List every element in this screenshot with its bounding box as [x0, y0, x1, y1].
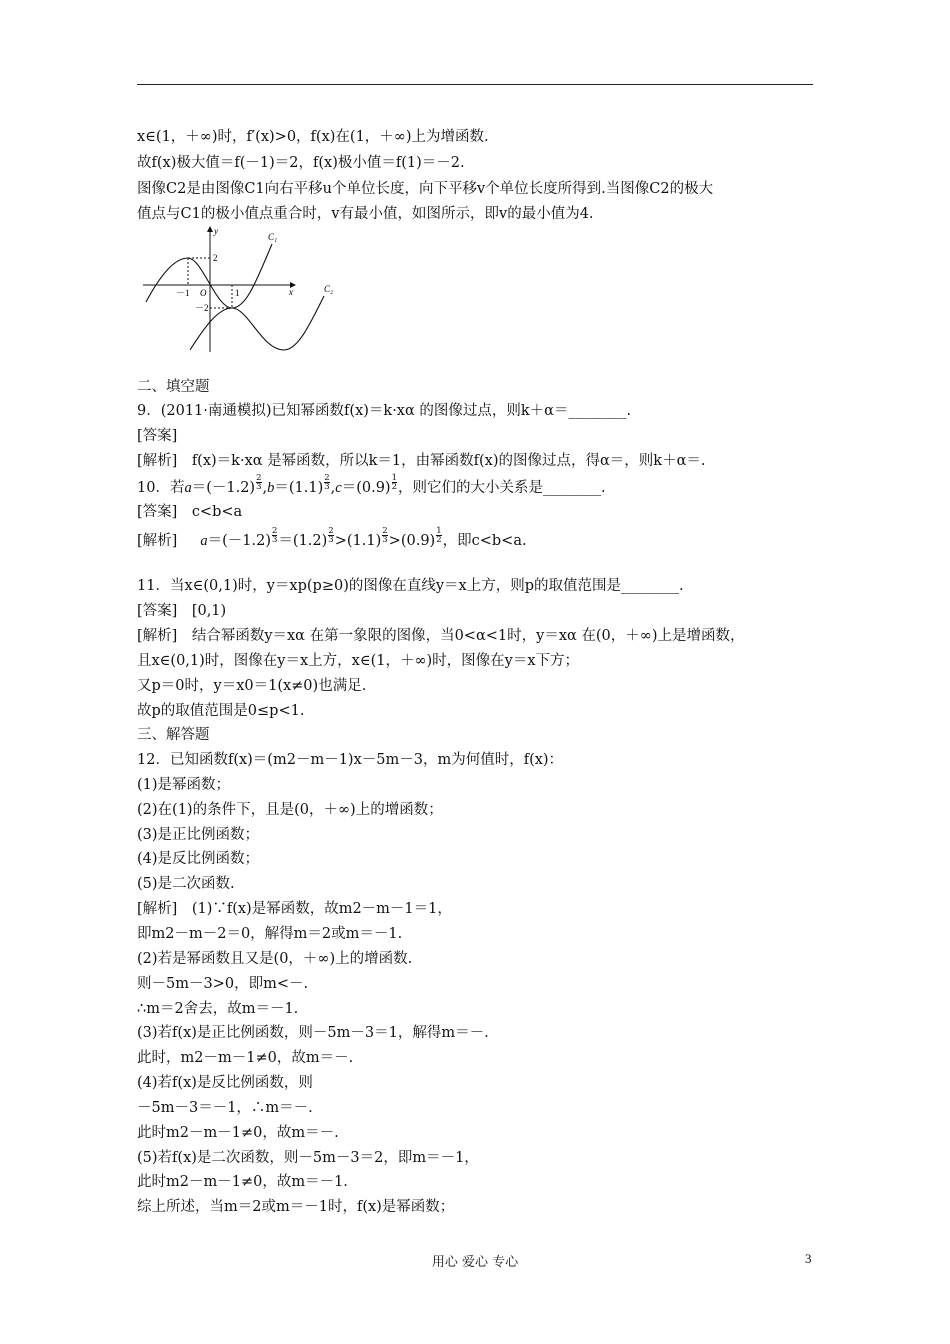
sol-eq1: ＝(1.2)	[278, 533, 328, 549]
solution-line: 故p的取值范围是0≤p<1.	[137, 703, 305, 719]
solution-line: 综上所述，当m＝2或m＝－1时，f(x)是幂函数；	[137, 1199, 455, 1215]
exponent-fraction	[392, 474, 397, 491]
curve-c1	[146, 244, 272, 308]
text-line: 图像C2是由图像C1向右平移u个单位长度，向下平移v个单位长度所得到.当图像C2的极大	[137, 181, 714, 197]
question-9: 9．(2011·南通模拟)已知幂函数f(x)＝k·xα 的图像过点，则k＋α＝________.	[137, 403, 632, 419]
base-c: ＝(0.9)	[341, 480, 391, 496]
var-a: a	[184, 480, 192, 496]
exponent-fraction	[272, 527, 277, 544]
exponent-fraction	[328, 527, 333, 544]
text-line: 故f(x)极大值＝f(－1)＝2，f(x)极小值＝f(1)＝－2.	[137, 155, 465, 171]
curve-c2-label: C₂	[324, 284, 334, 294]
denominator: 3	[256, 481, 262, 492]
exponent-fraction	[324, 474, 329, 491]
solution-line: (4)若f(x)是反比例函数，则	[137, 1075, 313, 1091]
solution-line: [解析] 结合幂函数y＝xα 在第一象限的图像，当0<α<1时，y＝xα 在(0，＋∞)上是增函数，	[137, 628, 745, 644]
question-12-part: (5)是二次函数.	[137, 876, 235, 892]
var-c: c	[335, 480, 342, 496]
question-11: 11．当x∈(0,1)时，y＝xp(p≥0)的图像在直线y＝x上方，则p的取值范围是________.	[137, 578, 684, 594]
exponent-fraction	[256, 474, 261, 491]
numerator: 1	[436, 525, 442, 536]
header-rule	[137, 84, 813, 85]
answer-label: [答案]	[137, 428, 178, 444]
solution-line: 此时m2－m－1≠0，故m＝－.	[137, 1125, 339, 1141]
numerator: 2	[256, 472, 262, 483]
numerator: 2	[272, 525, 278, 536]
denominator: 3	[272, 534, 278, 545]
curve-c1-label: C₁	[268, 232, 278, 242]
sol-gt1: >(1.1)	[334, 533, 382, 549]
y-axis-label: y	[214, 226, 218, 236]
y-axis-arrow	[207, 226, 213, 232]
numerator: 2	[382, 525, 388, 536]
solution-line: (3)若f(x)是正比例函数，则－5m－3＝1，解得m＝－.	[137, 1025, 489, 1041]
text-line: x∈(1，＋∞)时，f′(x)>0，f(x)在(1，＋∞)上为增函数.	[137, 129, 489, 145]
denominator: 3	[382, 534, 388, 545]
var-b: b	[267, 480, 275, 496]
solution-line: 此时m2－m－1≠0，故m＝－1.	[137, 1174, 348, 1190]
section-heading: 二、填空题	[137, 379, 210, 395]
solution-line: (5)若f(x)是二次函数，则－5m－3＝2，即m＝－1，	[137, 1150, 479, 1166]
sol-a-base: ＝(－1.2)	[207, 533, 271, 549]
q10-suffix: ，则它们的大小关系是________.	[398, 480, 606, 496]
q10-prefix: 10．若	[137, 480, 185, 496]
solution-line: 又p＝0时，y＝x0＝1(x≠0)也满足.	[137, 678, 367, 694]
denominator: 2	[391, 481, 397, 492]
base-b: ＝(1.1)	[274, 480, 324, 496]
solution-line: 此时，m2－m－1≠0，故m＝－.	[137, 1050, 354, 1066]
numerator: 2	[324, 472, 330, 483]
base-a: ＝(－1.2)	[191, 480, 256, 496]
answer-line: [答案] [0,1)	[137, 603, 227, 619]
denominator: 2	[436, 534, 442, 545]
question-12-part: (3)是正比例函数；	[137, 827, 260, 843]
question-12-part: (2)在(1)的条件下，且是(0，＋∞)上的增函数；	[137, 802, 443, 818]
page-footer: 用心 爱心 专心	[431, 1255, 519, 1270]
origin-label: O	[200, 288, 207, 298]
section-heading: 三、解答题	[137, 727, 210, 743]
tick-label-neg2: －2	[195, 303, 209, 313]
sol-gt2: >(0.9)	[388, 533, 436, 549]
page-number: 3	[805, 1251, 812, 1266]
solution-line: [解析] f(x)＝k·xα 是幂函数，所以k＝1，由幂函数f(x)的图像过点，得α＝，则k＋α＝.	[137, 453, 706, 469]
tick-label-neg1: －1	[176, 288, 190, 298]
var-a: a	[200, 533, 208, 549]
solution-label: [解析]	[137, 533, 178, 549]
comma: ,	[262, 480, 268, 496]
comma: ,	[330, 480, 336, 496]
function-graph-figure	[138, 224, 338, 354]
solution-line: [解析] (1)∵f(x)是幂函数，故m2－m－1＝1，	[137, 901, 452, 917]
question-12: 12．已知函数f(x)＝(m2－m－1)x－5m－3，m为何值时，f(x)：	[137, 752, 564, 768]
solution-line: 即m2－m－2＝0，解得m＝2或m＝－1.	[137, 926, 403, 942]
exponent-fraction	[382, 527, 387, 544]
question-12-part: (4)是反比例函数；	[137, 851, 260, 867]
numerator: 1	[391, 472, 397, 483]
solution-10	[137, 525, 527, 551]
denominator: 3	[324, 481, 330, 492]
solution-line: 则－5m－3>0，即m<－.	[137, 976, 309, 992]
solution-line: －5m－3＝－1，∴m＝－.	[137, 1100, 313, 1116]
text-line: 值点与C1的极小值点重合时，v有最小值，如图所示，即v的最小值为4.	[137, 206, 594, 222]
question-10	[137, 472, 606, 498]
x-axis-label: x	[289, 287, 293, 297]
solution-line: 且x∈(0,1)时，图像在y＝x上方，x∈(1，＋∞)时，图像在y＝x下方；	[137, 653, 580, 669]
numerator: 2	[328, 525, 334, 536]
exponent-fraction	[436, 527, 441, 544]
solution-line: (2)若是幂函数且又是(0，＋∞)上的增函数.	[137, 951, 413, 967]
sol-end: ，即c<b<a.	[442, 533, 527, 549]
denominator: 3	[328, 534, 334, 545]
tick-label-2: 2	[213, 253, 218, 263]
answer-line: [答案] c<b<a	[137, 504, 243, 520]
solution-line: ∴m＝2舍去，故m＝－1.	[137, 1001, 299, 1017]
question-12-part: (1)是幂函数；	[137, 777, 231, 793]
tick-label-1: 1	[235, 288, 240, 298]
